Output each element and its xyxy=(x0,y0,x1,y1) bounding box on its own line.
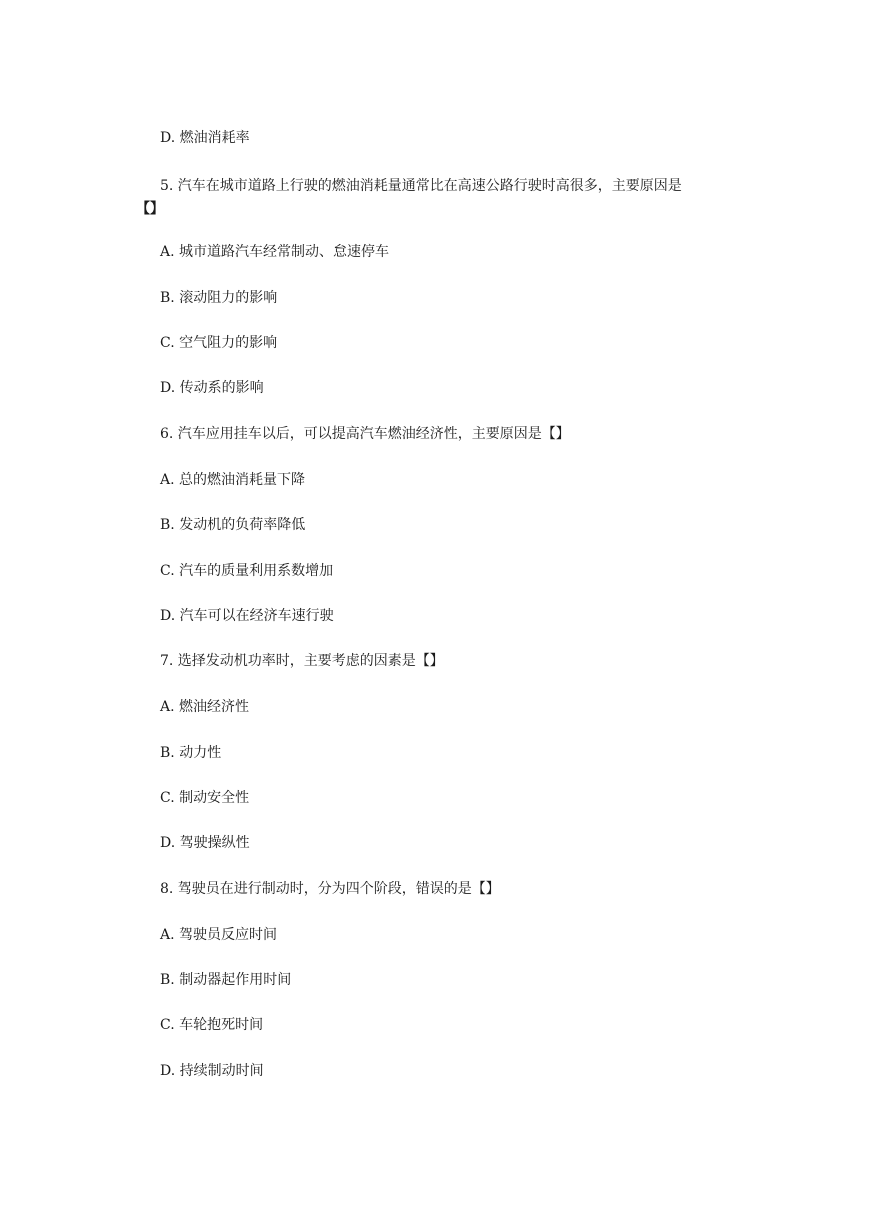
question-6: 6. 汽车应用挂车以后，可以提高汽车燃油经济性，主要原因是【】 xyxy=(160,426,570,442)
option-8-d: D. 持续制动时间 xyxy=(160,1063,264,1079)
question-7: 7. 选择发动机功率时，主要考虑的因素是【】 xyxy=(160,653,444,669)
option-7-b: B. 动力性 xyxy=(160,745,222,761)
option-8-b: B. 制动器起作用时间 xyxy=(160,972,292,988)
option-4-d: D. 燃油消耗率 xyxy=(160,130,250,146)
option-6-b: B. 发动机的负荷率降低 xyxy=(160,517,306,533)
option-7-a: A. 燃油经济性 xyxy=(160,699,250,715)
option-5-d: D. 传动系的影响 xyxy=(160,380,264,396)
option-6-c: C. 汽车的质量利用系数增加 xyxy=(160,563,334,579)
question-5: 5. 汽车在城市道路上行驶的燃油消耗量通常比在高速公路行驶时高很多，主要原因是 xyxy=(160,178,682,194)
question-8: 8. 驾驶员在进行制动时，分为四个阶段，错误的是【】 xyxy=(160,881,500,897)
option-7-d: D. 驾驶操纵性 xyxy=(160,835,250,851)
option-6-a: A. 总的燃油消耗量下降 xyxy=(160,472,306,488)
option-5-b: B. 滚动阻力的影响 xyxy=(160,290,278,306)
option-5-a: A. 城市道路汽车经常制动、怠速停车 xyxy=(160,244,390,260)
question-5-bracket: 【】 xyxy=(136,201,164,217)
option-6-d: D. 汽车可以在经济车速行驶 xyxy=(160,608,334,624)
option-8-a: A. 驾驶员反应时间 xyxy=(160,927,278,943)
option-7-c: C. 制动安全性 xyxy=(160,790,250,806)
option-5-c: C. 空气阻力的影响 xyxy=(160,335,278,351)
option-8-c: C. 车轮抱死时间 xyxy=(160,1017,264,1033)
